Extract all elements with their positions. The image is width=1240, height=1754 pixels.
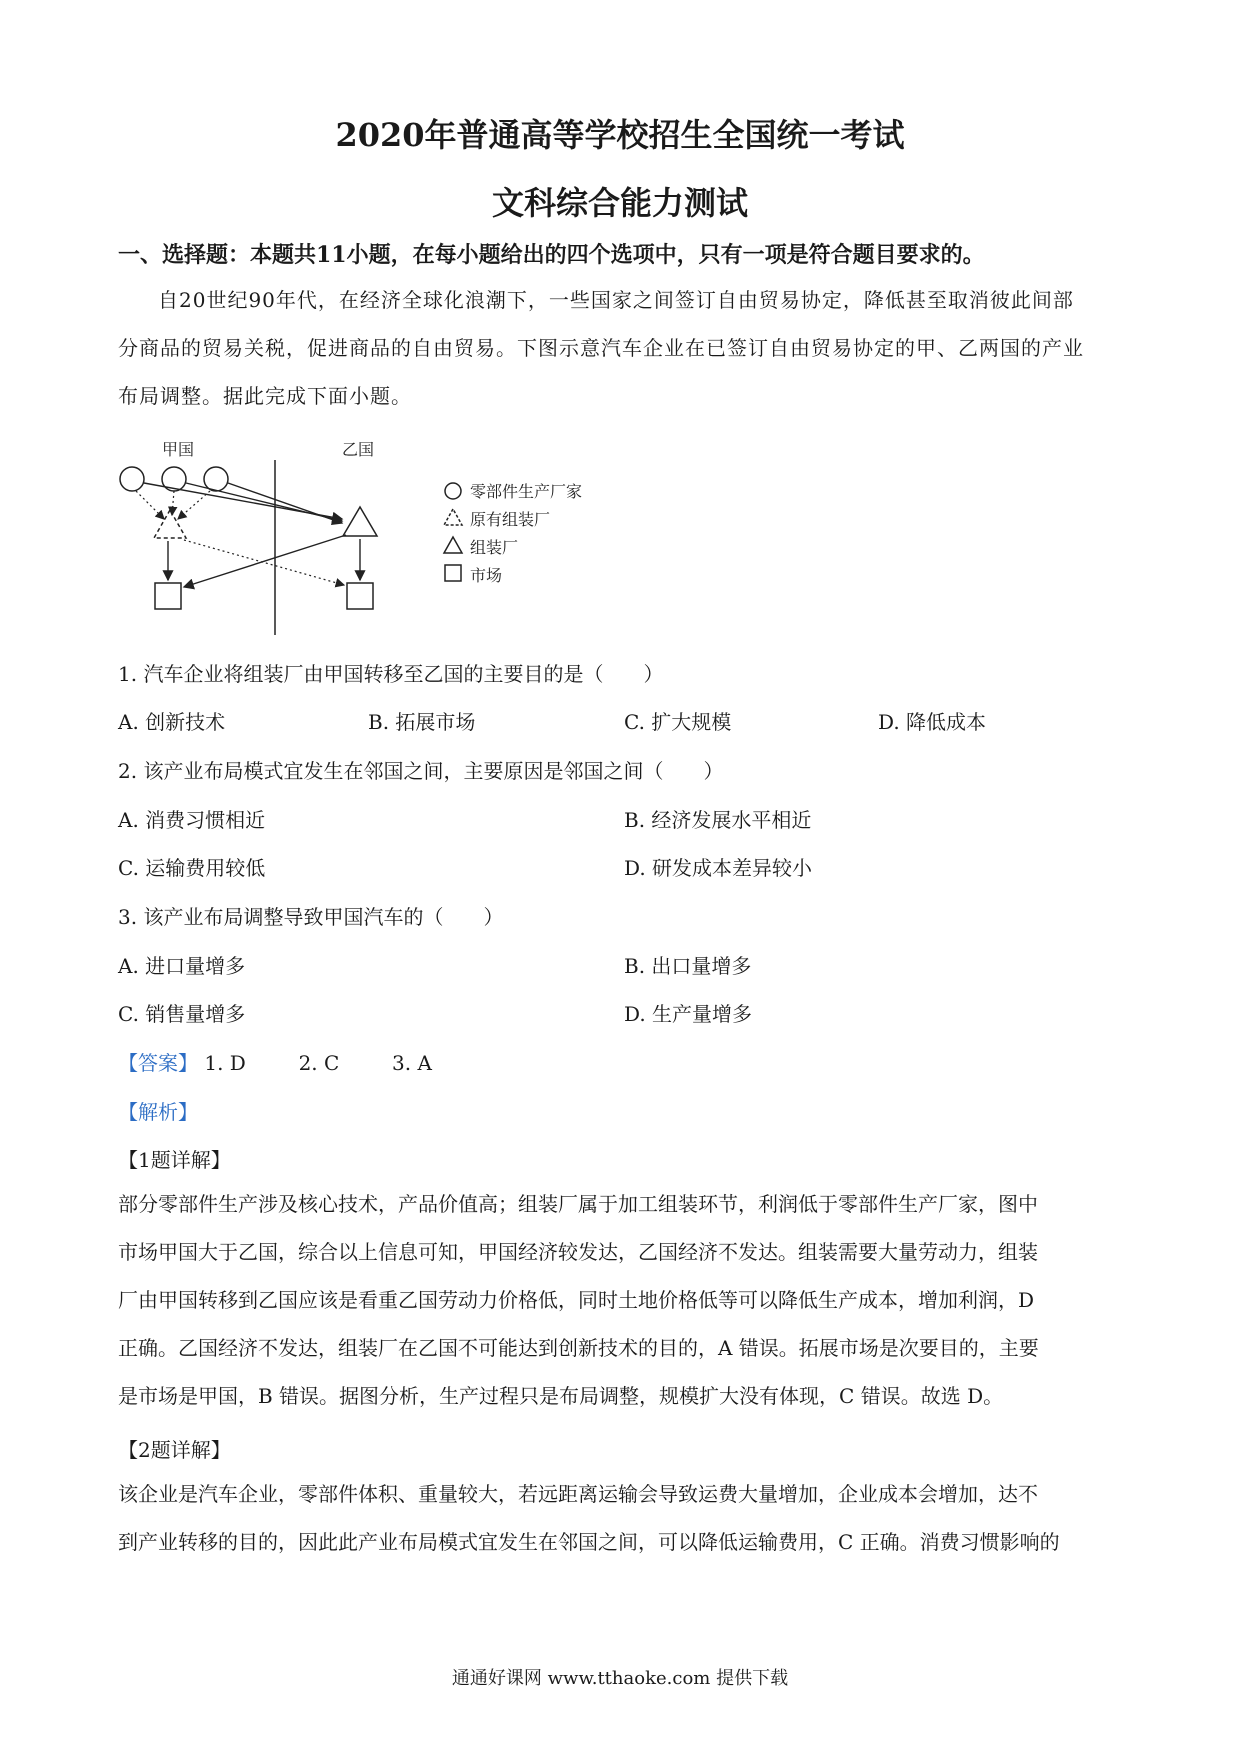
market-country-a	[155, 583, 181, 609]
detail-1-line: 厂由甲国转移到乙国应该是看重乙国劳动力价格低，同时土地价格低等可以降低生产成本，增加利润，D	[118, 1288, 1035, 1312]
flow-solid	[228, 483, 342, 523]
question-1-stem: 1. 汽车企业将组装厂由甲国转移至乙国的主要目的是（ ）	[118, 662, 664, 686]
flow-dotted	[184, 540, 344, 585]
question-3-stem: 3. 该产业布局调整导致甲国汽车的（ ）	[118, 905, 504, 929]
legend-triangle-icon	[444, 537, 462, 553]
exam-subtitle: 文科综合能力测试	[491, 184, 748, 222]
flow-dotted	[136, 491, 164, 519]
footer-credit: 通通好课网 www.tthaoke.com 提供下载	[451, 1668, 789, 1689]
detail-1-heading: 【1题详解】	[118, 1148, 231, 1172]
parts-factory-1	[120, 467, 144, 491]
detail-1-line: 是市场是甲国，B 错误。据图分析，生产过程只是布局调整，规模扩大没有体现，C 错误。故选 D。	[118, 1384, 1004, 1408]
original-assembly-plant	[154, 510, 186, 538]
section-heading: 一、选择题：本题共11小题，在每小题给出的四个选项中，只有一项是符合题目要求的。	[118, 242, 985, 268]
q1-option-d: D. 降低成本	[878, 710, 987, 734]
country-b-label: 乙国	[342, 440, 375, 459]
detail-2-line: 该企业是汽车企业，零部件体积、重量较大，若远距离运输会导致运费大量增加，企业成本会增加，达不	[118, 1482, 1038, 1506]
detail-1-line: 部分零部件生产涉及核心技术，产品价值高；组装厂属于加工组装环节，利润低于零部件生产厂家，图中	[118, 1192, 1038, 1216]
q1-option-c: C. 扩大规模	[624, 710, 732, 734]
legend-square-icon	[445, 565, 461, 581]
analysis-label: 【解析】	[118, 1100, 198, 1124]
intro-paragraph	[118, 276, 1128, 420]
q3-option-b: B. 出口量增多	[624, 954, 752, 978]
answer-1: 1. D	[204, 1051, 246, 1075]
q2-option-b: B. 经济发展水平相近	[624, 808, 812, 832]
industry-layout-diagram	[110, 435, 630, 635]
legend-parts-factory: 零部件生产厂家	[470, 482, 583, 501]
answer-3: 3. A	[392, 1051, 432, 1075]
legend-assembly: 组装厂	[470, 538, 519, 557]
q1-option-a: A. 创新技术	[118, 710, 226, 734]
detail-2-line: 到产业转移的目的，因此此产业布局模式宜发生在邻国之间，可以降低运输费用，C 正确。消费习惯影响的	[118, 1530, 1060, 1554]
assembly-plant	[343, 507, 377, 536]
detail-2-heading: 【2题详解】	[118, 1438, 231, 1462]
detail-2-text	[118, 1470, 1128, 1566]
answer-line	[118, 1047, 432, 1076]
country-a-label: 甲国	[162, 440, 195, 459]
intro-line: 自20世纪90年代，在经济全球化浪潮下，一些国家之间签订自由贸易协定，降低甚至取消彼此间部	[158, 288, 1074, 312]
flow-dotted	[172, 491, 174, 515]
detail-1-line: 市场甲国大于乙国，综合以上信息可知，甲国经济较发达，乙国经济不发达。组装需要大量劳动力，组装	[118, 1240, 1038, 1264]
answer-label: 【答案】	[118, 1051, 198, 1075]
question-2-stem: 2. 该产业布局模式宜发生在邻国之间，主要原因是邻国之间（ ）	[118, 759, 724, 783]
flow-solid	[184, 535, 346, 587]
q2-option-a: A. 消费习惯相近	[118, 808, 266, 832]
intro-line: 分商品的贸易关税，促进商品的自由贸易。下图示意汽车企业在已签订自由贸易协定的甲、乙两国的产业	[118, 336, 1084, 360]
flow-dotted	[178, 491, 210, 519]
detail-1-line: 正确。乙国经济不发达，组装厂在乙国不可能达到创新技术的目的，A 错误。拓展市场是次要目的，主要	[118, 1336, 1039, 1360]
exam-title: 2020年普通高等学校招生全国统一考试	[335, 116, 905, 154]
q2-option-c: C. 运输费用较低	[118, 856, 266, 880]
q2-option-d: D. 研发成本差异较小	[624, 856, 813, 880]
q3-option-a: A. 进口量增多	[118, 954, 246, 978]
intro-line: 布局调整。据此完成下面小题。	[118, 384, 412, 408]
legend-original-assembly: 原有组装厂	[470, 510, 551, 529]
q3-option-c: C. 销售量增多	[118, 1002, 246, 1026]
q1-option-b: B. 拓展市场	[368, 710, 476, 734]
detail-1-text	[118, 1180, 1128, 1420]
legend-circle-icon	[445, 483, 461, 499]
parts-factory-3	[204, 467, 228, 491]
legend-market: 市场	[470, 566, 503, 585]
q3-option-d: D. 生产量增多	[624, 1002, 753, 1026]
market-country-b	[347, 583, 373, 609]
answer-2: 2. C	[298, 1051, 340, 1075]
legend-dashed-triangle-icon	[444, 509, 462, 525]
